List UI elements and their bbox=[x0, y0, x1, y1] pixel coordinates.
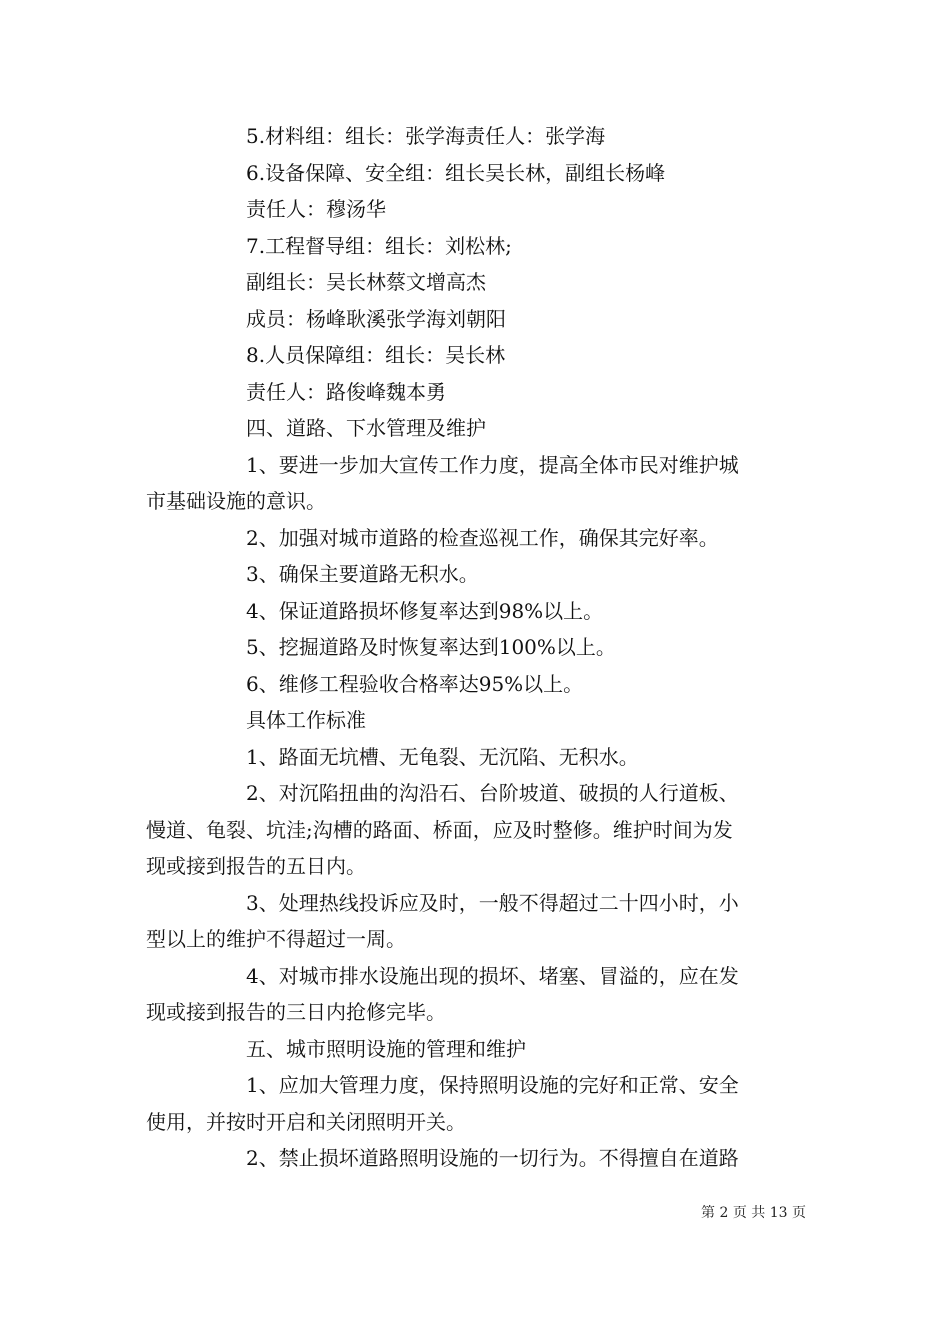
text-line: 3、确保主要道路无积水。 bbox=[246, 562, 479, 586]
text-line: 2、对沉陷扭曲的沟沿石、台阶坡道、破损的人行道板、 bbox=[246, 781, 739, 805]
text-line: 4、对城市排水设施出现的损坏、堵塞、冒溢的，应在发 bbox=[246, 963, 739, 988]
text-line: 现或接到报告的三日内抢修完毕。 bbox=[146, 1000, 446, 1024]
text-line: 型以上的维护不得超过一周。 bbox=[146, 927, 406, 951]
text-line: 责任人：穆汤华 bbox=[246, 197, 386, 221]
text-line: 现或接到报告的五日内。 bbox=[146, 854, 366, 878]
text-line: 5、挖掘道路及时恢复率达到100%以上。 bbox=[246, 635, 616, 659]
page-footer: 第 2 页 共 13 页 bbox=[701, 1205, 806, 1221]
text-line: 具体工作标准 bbox=[246, 708, 366, 732]
text-line: 五、城市照明设施的管理和维护 bbox=[246, 1036, 526, 1061]
text-line: 4、保证道路损坏修复率达到98%以上。 bbox=[246, 598, 604, 623]
text-line: 6.设备保障、安全组：组长吴长林，副组长杨峰 bbox=[246, 160, 666, 185]
text-line: 成员：杨峰耿溪张学海刘朝阳 bbox=[246, 306, 506, 331]
text-line: 2、禁止损坏道路照明设施的一切行为。不得擅自在道路 bbox=[246, 1146, 739, 1170]
text-line: 1、路面无坑槽、无龟裂、无沉陷、无积水。 bbox=[246, 744, 639, 769]
text-line: 四、道路、下水管理及维护 bbox=[246, 416, 486, 440]
text-line: 1、要进一步加大宣传工作力度，提高全体市民对维护城 bbox=[246, 452, 739, 477]
text-line: 7.工程督导组：组长：刘松林; bbox=[246, 233, 512, 258]
text-line: 使用，并按时开启和关闭照明开关。 bbox=[146, 1109, 466, 1134]
document-body bbox=[146, 118, 806, 1177]
text-line: 6、维修工程验收合格率达95%以上。 bbox=[246, 671, 584, 696]
text-line: 责任人：路俊峰魏本勇 bbox=[246, 379, 446, 404]
text-line: 副组长：吴长林蔡文增高杰 bbox=[246, 270, 486, 294]
text-line: 1、应加大管理力度，保持照明设施的完好和正常、安全 bbox=[246, 1073, 739, 1097]
text-line: 慢道、龟裂、坑洼;沟槽的路面、桥面，应及时整修。维护时间为发 bbox=[146, 817, 733, 842]
text-line: 2、加强对城市道路的检查巡视工作，确保其完好率。 bbox=[246, 525, 719, 550]
text-line: 3、处理热线投诉应及时，一般不得超过二十四小时，小 bbox=[246, 890, 739, 915]
text-line: 5.材料组：组长：张学海责任人：张学海 bbox=[246, 124, 606, 148]
text-line: 8.人员保障组：组长：吴长林 bbox=[246, 343, 506, 367]
text-line: 市基础设施的意识。 bbox=[146, 489, 326, 513]
